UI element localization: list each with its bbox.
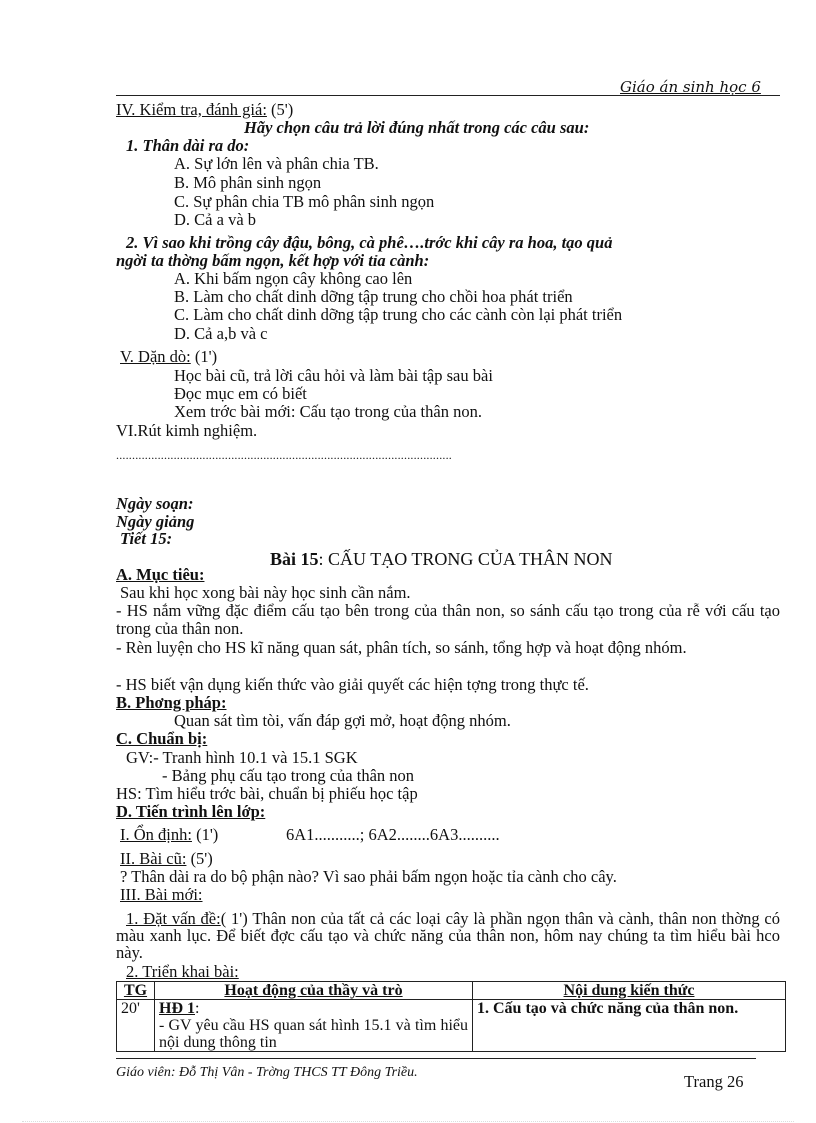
stabilize-line xyxy=(120,826,218,844)
objectives-p3: - HS biết vận dụng kiến thức vào giải quyết các hiện tợng trong thực tế. xyxy=(116,675,589,694)
stabilize-time: (1') xyxy=(196,825,219,844)
review-heading-line xyxy=(116,101,293,119)
old-lesson-time: (5') xyxy=(190,849,213,868)
new-lesson-label: III. Bài mới: xyxy=(120,885,203,904)
row-content: 1. Cấu tạo và chức năng của thân non. xyxy=(473,1000,786,1052)
q1-option-d: D. Cả a và b xyxy=(174,210,257,229)
activity-text: - GV yêu cầu HS quan sát hình 15.1 và tìm hiểu nội dung thông tin xyxy=(159,1017,468,1051)
deployment-label: 2. Triển khai bài: xyxy=(126,962,239,981)
page-edge xyxy=(22,1121,794,1122)
homework-heading: V. Dặn dò: xyxy=(120,347,191,366)
lesson-title xyxy=(270,548,613,570)
stabilize-classes: 6A1...........; 6A2........6A3.......... xyxy=(286,825,500,844)
objectives-intro: Sau khi học xong bài này học sinh cần nắm. xyxy=(120,583,411,602)
preparation-hs: HS: Tìm hiểu trớc bài, chuẩn bị phiếu học tập xyxy=(116,784,418,803)
procedure-heading: D. Tiến trình lên lớp: xyxy=(116,802,266,821)
introduction-text: ( 1') Thân non của tất cả các loại cây là phần ngọn thân và cành, thân non thờng có màu xanh lục. Để biết đợc cấu tạo và chức năng của thân non, hôm nay chúng ta tìm hiểu bài hco này. xyxy=(116,909,780,962)
old-lesson-question: ? Thân dài ra do bộ phận nào? Vì sao phải bấm ngọn hoặc tỉa cành cho cây. xyxy=(120,867,617,886)
review-instruction: Hãy chọn câu trả lời đúng nhất trong các câu sau: xyxy=(244,118,590,137)
q2-option-c: C. Làm cho chất dinh dỡng tập trung cho các cành còn lại phát triển xyxy=(174,305,623,324)
q1-option-b: B. Mô phân sinh ngọn xyxy=(174,173,322,192)
q2-option-d: D. Cả a,b và c xyxy=(174,324,268,343)
q2-question-line1: 2. Vì sao khi trồng cây đậu, bông, cà phê….trớc khi cây ra hoa, tạo quả xyxy=(126,233,613,252)
table-header-activity: Hoạt động của thầy và trò xyxy=(155,982,473,1000)
objectives-p2: - Rèn luyện cho HS kĩ năng quan sát, phân tích, so sánh, tổng hợp và hoạt động nhóm. xyxy=(116,638,687,657)
homework-time: (1') xyxy=(194,347,218,366)
experience-heading: VI.Rút kimh nghiệm. xyxy=(116,421,258,440)
preparation-gv2: - Bảng phụ cấu tạo trong của thân non xyxy=(162,766,415,785)
activity-label: HĐ 1 xyxy=(159,1000,195,1017)
introduction-label: 1. Đặt vấn đề: xyxy=(126,909,221,928)
q2-option-a: A. Khi bấm ngọn cây không cao lên xyxy=(174,269,413,288)
homework-heading-line xyxy=(120,348,217,366)
table-row xyxy=(117,1000,786,1052)
teach-date: Ngày giảng xyxy=(116,512,195,531)
q2-option-b: B. Làm cho chất dinh dỡng tập trung cho chồi hoa phát triển xyxy=(174,287,573,306)
old-lesson-line xyxy=(120,850,213,868)
objectives-p1: - HS nắm vững đặc điểm cấu tạo bên trong của thân non, so sánh cấu tạo trong của rễ với cấu tạo trong của thân non. xyxy=(116,601,780,638)
period: Tiết 15: xyxy=(120,529,173,548)
footer-rule xyxy=(116,1058,756,1059)
row-activity: HĐ 1: - GV yêu cầu HS quan sát hình 15.1 và tìm hiểu nội dung thông tin xyxy=(155,1000,473,1052)
review-heading: IV. Kiểm tra, đánh giá: xyxy=(116,100,267,119)
methods-text: Quan sát tìm tòi, vấn đáp gợi mở, hoạt động nhóm. xyxy=(174,711,511,730)
lesson-title-text: : CẤU TẠO TRONG CỦA THÂN NON xyxy=(318,549,613,569)
table-header-row xyxy=(117,982,786,1000)
homework-item-1: Học bài cũ, trả lời câu hỏi và làm bài tập sau bài xyxy=(174,366,493,385)
methods-heading: B. Phơng pháp: xyxy=(116,693,227,712)
q1-option-c: C. Sự phân chia TB mô phân sinh ngọn xyxy=(174,192,435,211)
review-time: (5') xyxy=(271,100,294,119)
stabilize-label: I. Ổn định: xyxy=(120,825,192,844)
introduction-paragraph xyxy=(116,910,780,961)
preparation-heading: C. Chuẩn bị: xyxy=(116,729,208,748)
row-time: 20' xyxy=(117,1000,155,1052)
old-lesson-label: II. Bài cũ: xyxy=(120,849,187,868)
table-header-content: Nội dung kiến thức xyxy=(473,982,786,1000)
objectives-heading: A. Mục tiêu: xyxy=(116,565,205,584)
lesson-number: Bài 15 xyxy=(270,549,319,569)
homework-item-2: Đọc mục em có biết xyxy=(174,384,307,403)
q2-question-line2: ngời ta thờng bấm ngọn, kết hợp với tỉa cành: xyxy=(116,251,430,270)
preparation-gv1: GV:- Tranh hình 10.1 và 15.1 SGK xyxy=(126,748,358,767)
prep-date: Ngày soạn: xyxy=(116,494,194,513)
header-subject: Giáo án sinh học 6 xyxy=(620,78,761,96)
table-header-time: TG xyxy=(117,982,155,1000)
lesson-table xyxy=(116,981,786,1052)
q1-question: 1. Thân dài ra do: xyxy=(126,136,250,155)
experience-dots: ......................................................................................................... xyxy=(116,448,452,462)
homework-item-3: Xem trớc bài mới: Cấu tạo trong của thân non. xyxy=(174,402,482,421)
header-rule xyxy=(116,95,780,96)
q1-option-a: A. Sự lớn lên và phân chia TB. xyxy=(174,154,379,173)
footer-page: Trang 26 xyxy=(684,1072,744,1091)
footer-teacher: Giáo viên: Đỗ Thị Vân - Trờng THCS TT Đông Triều. xyxy=(116,1065,418,1080)
